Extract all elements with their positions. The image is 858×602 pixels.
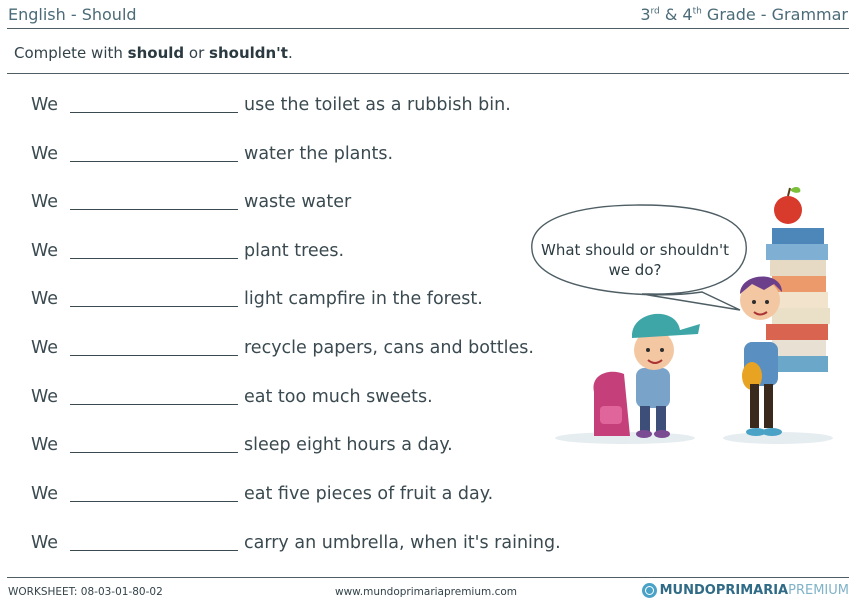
instruction-divider: [7, 73, 849, 74]
speech-line-2: we do?: [608, 261, 662, 279]
book: [766, 324, 828, 340]
exercise-text: sleep eight hours a day.: [244, 435, 453, 455]
kid-right-shoe: [762, 428, 782, 436]
exercise-subject: We: [31, 241, 59, 261]
kid-left-leg: [656, 406, 666, 432]
answer-blank-2[interactable]: [70, 161, 238, 162]
exercise-text: waste water: [244, 192, 352, 212]
backpack: [593, 372, 630, 436]
exercise-text: eat five pieces of fruit a day.: [244, 484, 494, 504]
instruction-should: should: [127, 44, 185, 62]
backpack-pocket: [600, 406, 622, 424]
exercise-subject: We: [31, 338, 59, 358]
kid-left-shirt: [636, 368, 670, 408]
book: [770, 260, 826, 276]
answer-blank-7[interactable]: [70, 404, 238, 405]
speech-bubble-text: [530, 240, 740, 280]
answer-blank-1[interactable]: [70, 112, 238, 113]
footer-divider: [7, 577, 849, 578]
globe-icon: [642, 583, 657, 598]
apple: [774, 196, 802, 224]
eye: [646, 348, 650, 352]
book: [772, 308, 830, 324]
grade-level: [640, 5, 848, 24]
answer-blank-4[interactable]: [70, 258, 238, 259]
kid-right-leg: [764, 384, 773, 428]
exercise-subject: We: [31, 289, 59, 309]
answer-blank-8[interactable]: [70, 452, 238, 453]
exercise-text: plant trees.: [244, 241, 345, 261]
grade-4: 4: [682, 5, 693, 24]
exercise-text: light campfire in the forest.: [244, 289, 483, 309]
instruction-period: .: [287, 44, 293, 62]
exercise-subject: We: [31, 533, 59, 553]
exercise-subject: We: [31, 144, 59, 164]
exercise-text: eat too much sweets.: [244, 387, 433, 407]
site-url[interactable]: www.mundoprimariapremium.com: [335, 586, 517, 598]
answer-blank-9[interactable]: [70, 501, 238, 502]
instruction-shouldnt: shouldn't: [209, 44, 288, 62]
instruction-or: or: [184, 44, 210, 62]
book: [772, 228, 824, 244]
header-divider: [7, 28, 849, 29]
answer-blank-5[interactable]: [70, 306, 238, 307]
eye: [765, 300, 769, 304]
kid-right-leg: [750, 384, 759, 428]
exercise-text: carry an umbrella, when it's raining.: [244, 533, 561, 553]
answer-blank-3[interactable]: [70, 209, 238, 210]
brand-premium: PREMIUM: [788, 583, 849, 598]
apple-stem: [788, 188, 790, 196]
grade-tail: Grade - Grammar: [701, 5, 848, 24]
eye: [752, 300, 756, 304]
exercise-subject: We: [31, 192, 59, 212]
answer-blank-6[interactable]: [70, 355, 238, 356]
kid-left-leg: [640, 406, 650, 432]
eye: [660, 348, 664, 352]
exercise-subject: We: [31, 435, 59, 455]
exercise-subject: We: [31, 484, 59, 504]
kid-left-shoe: [636, 430, 652, 438]
book: [766, 244, 828, 260]
worksheet-subject: English - Should: [8, 5, 137, 24]
exercise-text: recycle papers, cans and bottles.: [244, 338, 534, 358]
speech-line-1: What should or shouldn't: [541, 241, 729, 259]
grade-3-suffix: rd: [650, 6, 660, 17]
exercise-text: use the toilet as a rubbish bin.: [244, 95, 511, 115]
exercise-text: water the plants.: [244, 144, 394, 164]
grade-ampersand: &: [659, 5, 683, 24]
apple-leaf: [790, 187, 800, 193]
exercise-subject: We: [31, 95, 59, 115]
kid-left-shoe: [654, 430, 670, 438]
answer-blank-10[interactable]: [70, 550, 238, 551]
kids-illustration: [520, 160, 840, 460]
kid-left-cap: [632, 314, 700, 338]
brand-main: MUNDOPRIMARIA: [659, 583, 789, 598]
brand-logo: [642, 583, 849, 598]
exercise-subject: We: [31, 387, 59, 407]
grade-4-suffix: th: [692, 6, 702, 17]
worksheet-code: WORKSHEET: 08-03-01-80-02: [8, 586, 163, 598]
book: [772, 340, 826, 356]
instruction: [14, 44, 293, 62]
grade-3: 3: [640, 5, 651, 24]
instruction-before: Complete with: [14, 44, 128, 62]
